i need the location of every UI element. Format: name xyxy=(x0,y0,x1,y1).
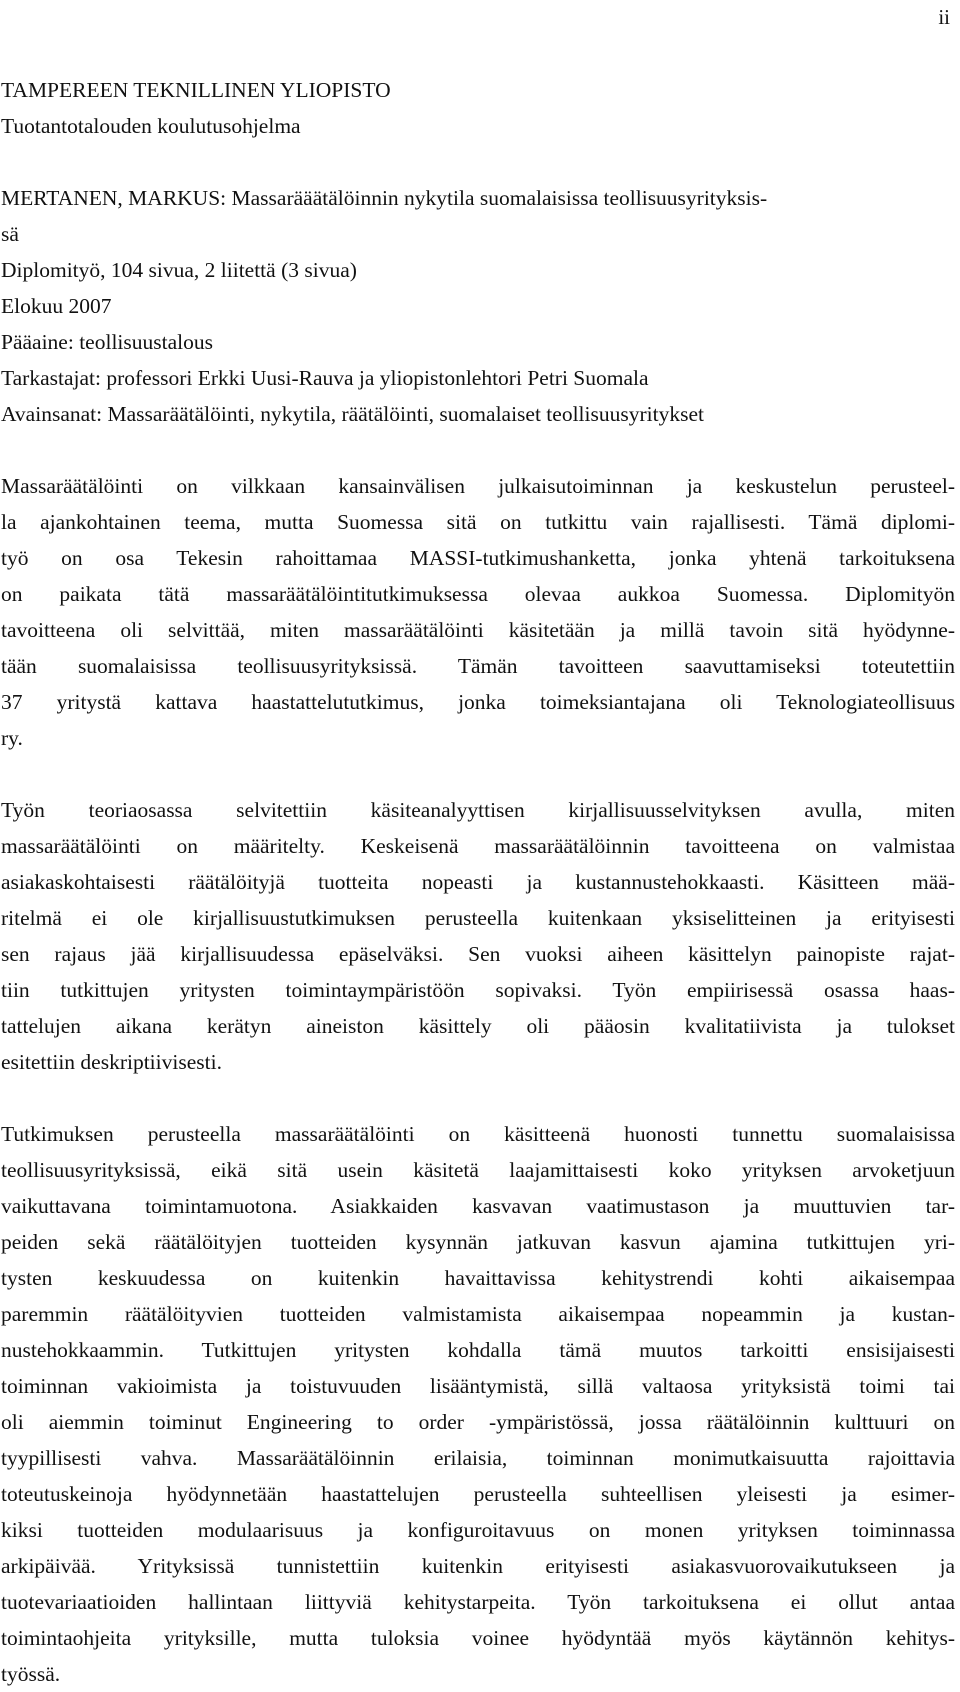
text-line: paremmin räätälöityvien tuotteiden valmistamista aikaisempaa nopeammin ja kustan- xyxy=(1,1302,955,1326)
text-line: tään suomalaisissa teollisuusyrityksissä. Tämän tavoitteen saavuttamiseksi toteutettiin xyxy=(1,654,955,678)
text-line: 37 yritystä kattava haastattelututkimus, jonka toimeksiantajana oli Teknologiateollisuus xyxy=(1,690,955,714)
text-line: tavoitteena oli selvittää, miten massaräätälöinti käsitetään ja millä tavoin sitä hyödynne- xyxy=(1,618,955,642)
text-line: tuotevariaatioiden hallintaan liittyviä kehitystarpeita. Työn tarkoituksena ei ollut antaa xyxy=(1,1590,955,1614)
text-line: Massaräätälöinti on vilkkaan kansainvälisen julkaisutoiminnan ja keskustelun perusteel- xyxy=(1,474,955,498)
text-line: massaräätälöinti on määritelty. Keskeisenä massaräätälöinnin tavoitteena on valmistaa xyxy=(1,834,955,858)
author-title-line-cont: sä xyxy=(1,222,19,246)
document-header xyxy=(1,72,955,144)
text-line: la ajankohtainen teema, mutta Suomessa sitä on tutkittu vain rajallisesti. Tämä diplomi- xyxy=(1,510,955,534)
page-number: ii xyxy=(938,5,950,29)
text-line: asiakaskohtaisesti räätälöityjä tuotteita nopeasti ja kustannustehokkaasti. Käsitteen mää- xyxy=(1,870,955,894)
abstract-paragraph-1 xyxy=(1,468,955,756)
keywords: Avainsanat: Massaräätälöinti, nykytila, räätälöinti, suomalaiset teollisuusyritykset xyxy=(1,402,704,426)
text-line: teollisuusyrityksissä, eikä sitä usein käsitetä laajamittaisesti koko yrityksen arvoketjuun xyxy=(1,1158,955,1182)
text-line: Työn teoriaosassa selvitettiin käsiteanalyyttisen kirjallisuusselvityksen avulla, miten xyxy=(1,798,955,822)
author-title-line: MERTANEN, MARKUS: Massarääätälöinnin nykytila suomalaisissa teollisuusyrityksis- xyxy=(1,186,768,210)
text-line: ritelmä ei ole kirjallisuustutkimuksen perusteella kuitenkaan yksiselitteinen ja erityisesti xyxy=(1,906,955,930)
text-line: toiminnan vakioimista ja toistuvuuden lisääntymistä, sillä valtaosa yrityksistä toimi tai xyxy=(1,1374,955,1398)
major-subject: Pääaine: teollisuustalous xyxy=(1,330,213,354)
text-line: esitettiin deskriptiivisesti. xyxy=(1,1050,222,1074)
text-line: sen rajaus jää kirjallisuudessa epäselväksi. Sen vuoksi aiheen käsittelyn painopiste rajat- xyxy=(1,942,955,966)
text-line: oli aiemmin toiminut Engineering to order -ympäristössä, jossa räätälöinnin kulttuuri on xyxy=(1,1410,955,1434)
text-line: työssä. xyxy=(1,1662,61,1686)
degree-program: Tuotantotalouden koulutusohjelma xyxy=(1,114,301,138)
text-line: työ on osa Tekesin rahoittamaa MASSI-tutkimushanketta, jonka yhtenä tarkoituksena xyxy=(1,546,955,570)
university-name: TAMPEREEN TEKNILLINEN YLIOPISTO xyxy=(1,78,391,102)
text-line: tysten keskuudessa on kuitenkin havaittavissa kehitystrendi kohti aikaisempaa xyxy=(1,1266,955,1290)
thesis-date: Elokuu 2007 xyxy=(1,294,112,318)
text-line: tyypillisesti vahva. Massaräätälöinnin erilaisia, toiminnan monimutkaisuutta rajoittavia xyxy=(1,1446,955,1470)
text-line: ry. xyxy=(1,726,23,750)
abstract-paragraph-3 xyxy=(1,1116,955,1692)
text-line: Tutkimuksen perusteella massaräätälöinti on käsitteenä huonosti tunnettu suomalaisissa xyxy=(1,1122,955,1146)
abstract-paragraph-2 xyxy=(1,792,955,1080)
thesis-extent: Diplomityö, 104 sivua, 2 liitettä (3 sivua) xyxy=(1,258,357,282)
examiners: Tarkastajat: professori Erkki Uusi-Rauva ja yliopistonlehtori Petri Suomala xyxy=(1,366,649,390)
text-line: on paikata tätä massaräätälöintitutkimuksessa olevaa aukkoa Suomessa. Diplomityön xyxy=(1,582,955,606)
text-line: nustehokkaammin. Tutkittujen yritysten kohdalla tämä muutos tarkoitti ensisijaisesti xyxy=(1,1338,955,1362)
text-line: vaikuttavana toimintamuotona. Asiakkaiden kasvavan vaatimustason ja muuttuvien tar- xyxy=(1,1194,955,1218)
text-line: tattelujen aikana kerätyn aineiston käsittely oli pääosin kvalitatiivista ja tulokset xyxy=(1,1014,955,1038)
text-line: tiin tutkittujen yritysten toimintaympäristöön sopivaksi. Työn empiirisessä osassa haas- xyxy=(1,978,955,1002)
text-line: toteutuskeinoja hyödynnetään haastattelujen perusteella suhteellisen yleisesti ja esimer- xyxy=(1,1482,955,1506)
text-line: arkipäivää. Yrityksissä tunnistettiin kuitenkin erityisesti asiakasvuorovaikutukseen ja xyxy=(1,1554,955,1578)
abstract-page xyxy=(1,72,955,1692)
text-line: toimintaohjeita yrityksille, mutta tuloksia voinee hyödyntää myös käytännön kehitys- xyxy=(1,1626,955,1650)
thesis-metadata xyxy=(1,180,955,432)
text-line: peiden sekä räätälöityjen tuotteiden kysynnän jatkuvan kasvun ajamina tutkittujen yri- xyxy=(1,1230,955,1254)
text-line: kiksi tuotteiden modulaarisuus ja konfiguroitavuus on monen yrityksen toiminnassa xyxy=(1,1518,955,1542)
